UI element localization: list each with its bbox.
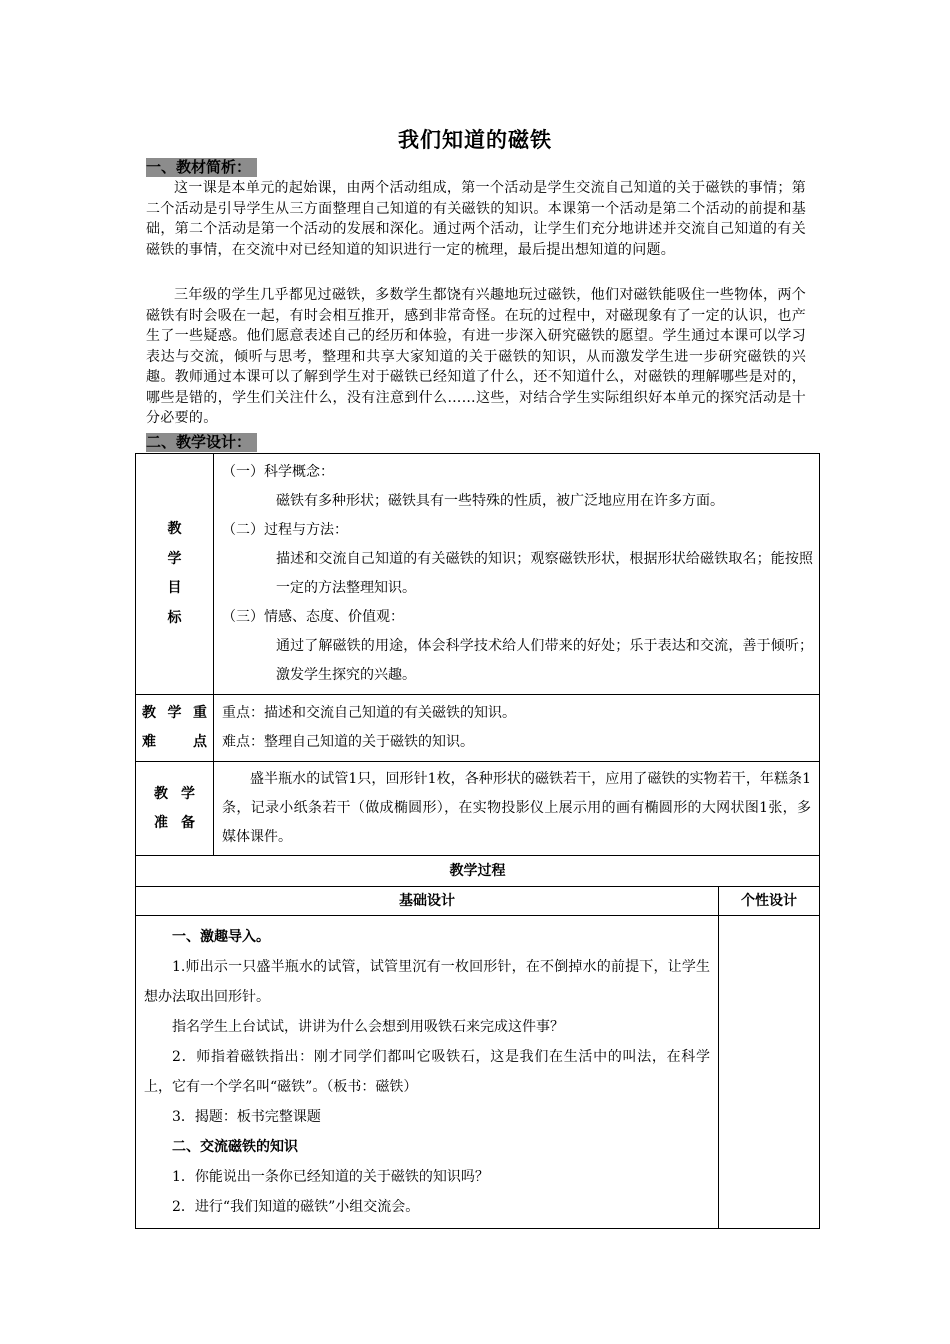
process-line: 一、激趣导入。 [172, 929, 270, 945]
process-line: 二、交流磁铁的知识 [172, 1139, 298, 1155]
process-line: 3．揭题：板书完整课题 [172, 1109, 321, 1125]
goal-heading: （三）情感、态度、价值观： [222, 609, 404, 625]
keypoints-label [136, 695, 214, 762]
goal-body: 描述和交流自己知道的有关磁铁的知识；观察磁铁形状，根据形状给磁铁取名；能按照一定的方法整理知识。 [276, 551, 813, 596]
goal-heading: （二）过程与方法： [222, 522, 348, 538]
preparation-content [214, 762, 820, 856]
paragraph-text: 三年级的学生几乎都见过磁铁，多数学生都饶有兴趣地玩过磁铁，他们对磁铁能吸住一些物体，两个磁铁有时会吸在一起，有时会相互推开，感到非常奇怪。在玩的过程中，对磁现象有了一定的认识，也产生了一些疑惑。他们愿意表述自己的经历和体验，有进一步深入研究磁铁的愿望。学生通过本课可以学习表达与交流，倾听与思考，整理和共享大家知道的关于磁铁的知识，从而激发学生进一步研究磁铁的兴趣。教师通过本课可以了解到学生对于磁铁已经知道了什么，还不知道什么，对磁铁的理解哪些是对的，哪些是错的，学生们关注什么，没有注意到什么……这些，对结合学生实际组织好本单元的探究活动是十分必要的。 [146, 287, 806, 426]
basic-design-header: 基础设计 [136, 887, 719, 916]
preparation-label-line: 准备 [154, 814, 195, 831]
preparation-label-line: 教学 [154, 785, 195, 802]
goals-label-char: 教 [167, 521, 182, 537]
paragraph-text: 这一课是本单元的起始课，由两个活动组成，第一个活动是学生交流自己知道的关于磁铁的事情；第二个活动是引导学生从三方面整理自己知道的有关磁铁的知识。本课第一个活动是第二个活动的前提和基础，第二个活动是第一个活动的发展和深化。通过两个活动，让学生们充分地讲述并交流自己知道的有关磁铁的事情，在交流中对已经知道的知识进行一定的梳理，最后提出想知道的问题。 [146, 180, 806, 258]
basic-design-content [136, 916, 719, 1229]
process-line: 1.师出示一只盛半瓶水的试管，试管里沉有一枚回形针，在不倒掉水的前提下，让学生想办法取出回形针。 [144, 959, 710, 1005]
goals-label-char: 学 [167, 550, 182, 567]
focus-text: 重点：描述和交流自己知道的有关磁铁的知识。 [222, 705, 516, 721]
process-line: 指名学生上台试试，讲讲为什么会想到用吸铁石来完成这件事？ [172, 1019, 564, 1035]
process-column-header-row [136, 887, 820, 916]
analysis-paragraph-2 [146, 285, 806, 429]
analysis-paragraph-1 [146, 178, 806, 260]
goals-content [214, 454, 820, 695]
keypoints-content [214, 695, 820, 762]
teaching-design-table [135, 453, 820, 1229]
section-heading-design: 二、教学设计： [146, 433, 257, 452]
goal-body: 磁铁有多种形状；磁铁具有一些特殊的性质，被广泛地应用在许多方面。 [276, 493, 724, 509]
page-title: 我们知道的磁铁 [398, 128, 552, 152]
process-content-row [136, 916, 820, 1229]
goals-label-char: 标 [167, 609, 182, 626]
process-heading: 教学过程 [136, 856, 820, 887]
process-line: 2．进行“我们知道的磁铁”小组交流会。 [172, 1199, 420, 1215]
goal-body: 通过了解磁铁的用途，体会科学技术给人们带来的好处；乐于表达和交流，善于倾听；激发学生探究的兴趣。 [276, 638, 813, 683]
difficulty-text: 难点：整理自己知道的关于磁铁的知识。 [222, 734, 474, 750]
keypoints-row [136, 695, 820, 762]
goals-label [136, 454, 214, 695]
process-line: 1．你能说出一条你已经知道的关于磁铁的知识吗？ [172, 1169, 489, 1185]
process-heading-row [136, 856, 820, 887]
section-heading-analysis: 一、教材简析： [146, 158, 257, 177]
process-line: 2．师指着磁铁指出：刚才同学们都叫它吸铁石，这是我们在生活中的叫法，在科学上，它有一个学名叫“磁铁”。（板书：磁铁） [144, 1049, 710, 1095]
goal-heading: （一）科学概念： [222, 464, 334, 480]
preparation-row [136, 762, 820, 856]
keypoints-label-line: 难点 [142, 734, 207, 750]
personal-design-content [719, 916, 820, 1229]
preparation-label [136, 762, 214, 856]
goals-label-char: 目 [167, 580, 182, 596]
goals-row [136, 454, 820, 695]
keypoints-label-line: 教学重 [142, 705, 207, 721]
personal-design-header: 个性设计 [719, 887, 820, 916]
preparation-text: 盛半瓶水的试管1只，回形针1枚，各种形状的磁铁若干，应用了磁铁的实物若干，年糕条1条，记录小纸条若干（做成椭圆形），在实物投影仪上展示用的画有椭圆形的大网状图1张，多媒体课件。 [222, 771, 811, 845]
